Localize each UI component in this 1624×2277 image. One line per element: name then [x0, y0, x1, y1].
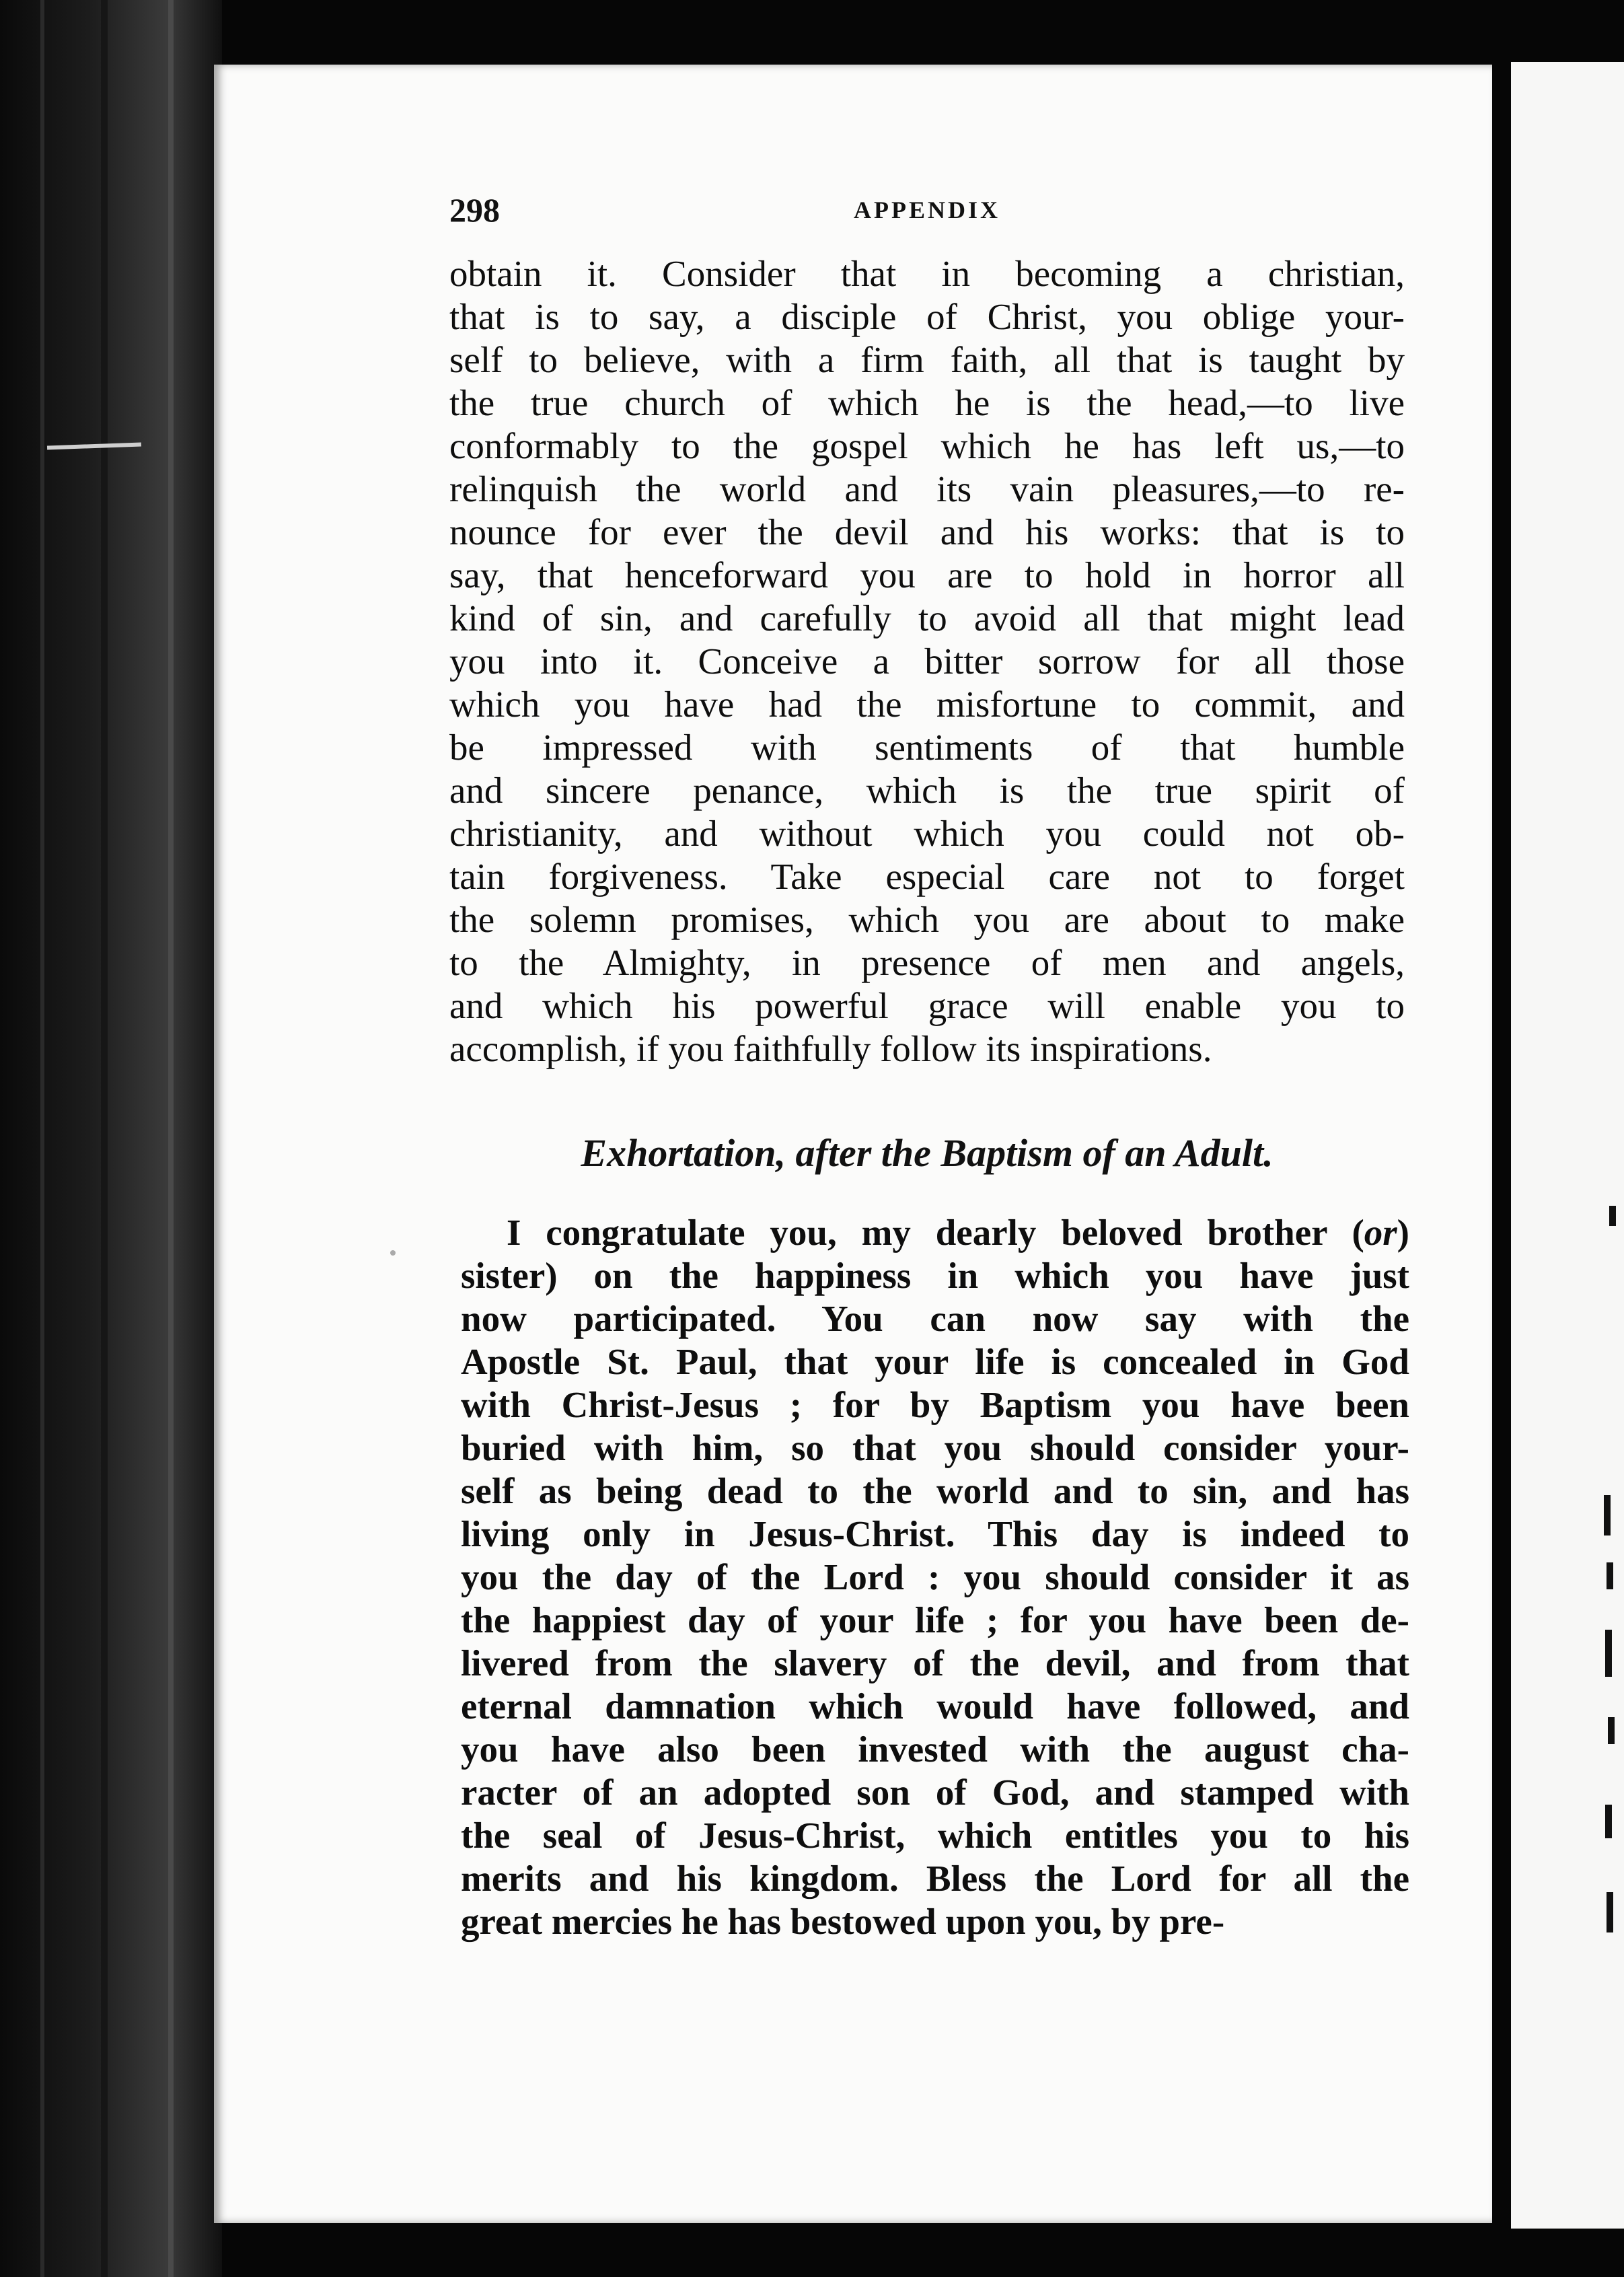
paragraph-1-line: you into it. Conceive a bitter sorrow for all those	[449, 641, 1405, 682]
paragraph-1-line: tain forgiveness. Take especial care not to forget	[449, 856, 1405, 897]
page-header	[449, 190, 1405, 231]
paragraph-1-line: the true church of which he is the head,—to live	[449, 382, 1405, 423]
paragraph-2-line: you have also been invested with the august cha-	[461, 1729, 1409, 1770]
paragraph-2-line: sister) on the happiness in which you have just	[461, 1255, 1409, 1296]
paragraph-2-line: eternal damnation which would have followed, and	[461, 1686, 1409, 1727]
paragraph-1-line: obtain it. Consider that in becoming a christian,	[449, 253, 1405, 294]
next-page-glyph	[1605, 1630, 1612, 1677]
paragraph-1	[449, 252, 1405, 1071]
page-number: 298	[449, 191, 500, 229]
paragraph-1-line: and which his powerful grace will enable you to	[449, 985, 1405, 1026]
paragraph-1-line: conformably to the gospel which he has left us,—to	[449, 425, 1405, 466]
paragraph-1-line: say, that henceforward you are to hold in horror all	[449, 554, 1405, 595]
paragraph-1-line: accomplish, if you faithfully follow its inspirations.	[449, 1028, 1212, 1069]
paragraph-2-line: livered from the slavery of the devil, and from that	[461, 1642, 1409, 1684]
paragraph-1-line: kind of sin, and carefully to avoid all that might lead	[449, 598, 1405, 639]
paragraph-1-line: relinquish the world and its vain pleasures,—to re-	[449, 468, 1405, 509]
paragraph-2-line: now participated. You can now say with the	[461, 1298, 1409, 1339]
next-page-glyph	[1607, 1562, 1613, 1589]
paragraph-2-line: Apostle St. Paul, that your life is concealed in God	[461, 1341, 1409, 1382]
paragraph-2-line: buried with him, so that you should consider your-	[461, 1427, 1409, 1468]
paragraph-2-line: merits and his kingdom. Bless the Lord for all the	[461, 1858, 1409, 1899]
book-spine	[0, 0, 222, 2277]
first-line-italic: or	[1364, 1212, 1397, 1253]
paragraph-2-line: racter of an adopted son of God, and stamped with	[461, 1772, 1409, 1813]
spine-mark	[47, 443, 141, 450]
paragraph-1-line: that is to say, a disciple of Christ, you oblige your-	[449, 296, 1405, 337]
next-page-glyph	[1607, 1892, 1613, 1932]
paragraph-2-line: living only in Jesus-Christ. This day is indeed to	[461, 1513, 1409, 1554]
paragraph-2-first-line	[461, 1211, 1409, 1254]
paragraph-2-line: great mercies he has bestowed upon you, by pre-	[461, 1901, 1225, 1942]
first-line-text: I congratulate you, my dearly beloved brother (	[507, 1212, 1364, 1253]
paragraph-2-line: you the day of the Lord : you should consider it as	[461, 1556, 1409, 1597]
next-page-glyph	[1605, 1805, 1612, 1838]
first-line-close: )	[1397, 1212, 1409, 1253]
spine-streak	[40, 0, 44, 2277]
next-page-glyph	[1608, 1717, 1615, 1744]
paragraph-1-line: self to believe, with a firm faith, all that is taught by	[449, 339, 1405, 380]
paragraph-1-line: christianity, and without which you could not ob-	[449, 813, 1405, 854]
section-heading: Exhortation, after the Baptism of an Adult.	[581, 1131, 1274, 1175]
paragraph-1-line: the solemn promises, which you are about to make	[449, 899, 1405, 940]
paragraph-1-line: which you have had the misfortune to commit, and	[449, 684, 1405, 725]
paragraph-1-line: to the Almighty, in presence of men and angels,	[449, 942, 1405, 983]
spine-streak	[168, 0, 174, 2277]
scan-speck	[390, 1250, 396, 1256]
paragraph-2-line: self as being dead to the world and to sin, and has	[461, 1470, 1409, 1511]
paragraph-2-line: with Christ-Jesus ; for by Baptism you have been	[461, 1384, 1409, 1425]
paragraph-1-line: be impressed with sentiments of that humble	[449, 727, 1405, 768]
paragraph-1-line: and sincere penance, which is the true spirit of	[449, 770, 1405, 811]
paragraph-1-line: nounce for ever the devil and his works: that is to	[449, 511, 1405, 552]
next-page-edge	[1511, 62, 1624, 2229]
next-page-glyph	[1609, 1206, 1616, 1226]
running-head: APPENDIX	[854, 196, 1000, 223]
paragraph-2	[461, 1211, 1409, 1943]
paragraph-2-line: the happiest day of your life ; for you have been de-	[461, 1599, 1409, 1640]
next-page-glyph	[1604, 1495, 1611, 1535]
paragraph-2-line: the seal of Jesus-Christ, which entitles you to his	[461, 1815, 1409, 1856]
spine-streak	[101, 0, 108, 2277]
